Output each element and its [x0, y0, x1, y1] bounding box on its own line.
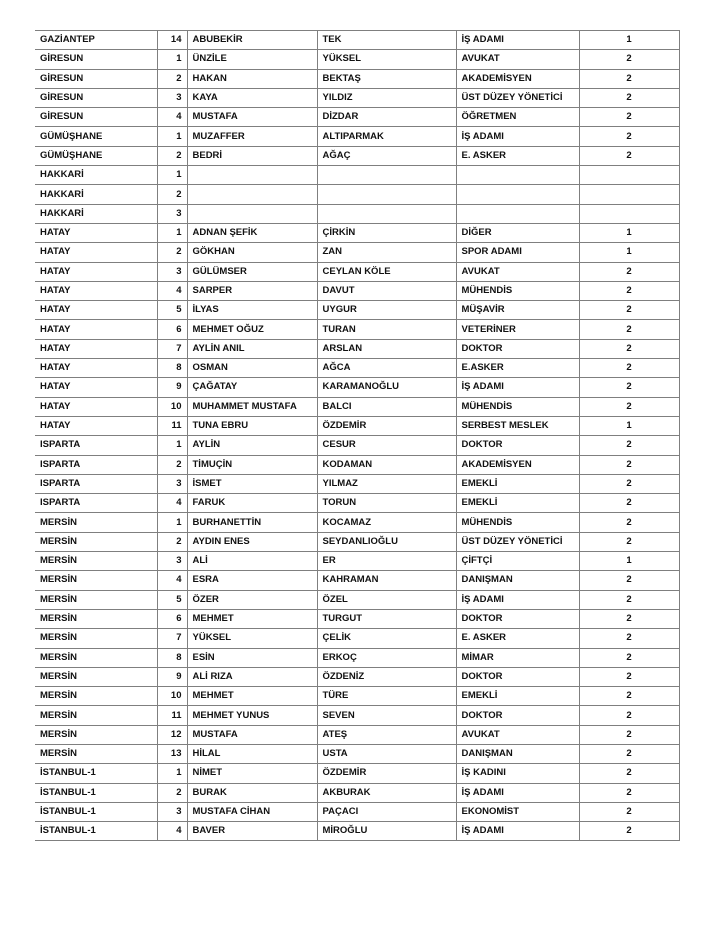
last-name-cell: ATEŞ	[317, 725, 456, 744]
province-cell: MERSİN	[35, 552, 157, 571]
profession-cell: İŞ ADAMI	[456, 127, 579, 146]
code-cell: 1	[579, 416, 679, 435]
code-cell: 1	[579, 223, 679, 242]
rank-cell: 9	[157, 667, 187, 686]
last-name-cell: KODAMAN	[317, 455, 456, 474]
profession-cell: DANIŞMAN	[456, 571, 579, 590]
first-name-cell: HAKAN	[187, 69, 317, 88]
first-name-cell: ÜNZİLE	[187, 50, 317, 69]
code-cell	[579, 185, 679, 204]
table-row	[35, 764, 679, 783]
code-cell: 2	[579, 532, 679, 551]
table-row	[35, 455, 679, 474]
table-row	[35, 590, 679, 609]
last-name-cell: DAVUT	[317, 281, 456, 300]
province-cell: MERSİN	[35, 590, 157, 609]
table-row	[35, 629, 679, 648]
code-cell: 2	[579, 146, 679, 165]
first-name-cell: MEHMET	[187, 609, 317, 628]
code-cell: 2	[579, 764, 679, 783]
last-name-cell: ÖZDEMİR	[317, 416, 456, 435]
profession-cell: İŞ ADAMI	[456, 378, 579, 397]
table-row	[35, 243, 679, 262]
rank-cell: 7	[157, 629, 187, 648]
table-row	[35, 223, 679, 242]
table-row	[35, 262, 679, 281]
province-cell: MERSİN	[35, 667, 157, 686]
first-name-cell	[187, 166, 317, 185]
code-cell: 2	[579, 127, 679, 146]
province-cell: MERSİN	[35, 571, 157, 590]
table-row	[35, 474, 679, 493]
code-cell: 1	[579, 552, 679, 571]
code-cell: 2	[579, 378, 679, 397]
last-name-cell: ÖZDENİZ	[317, 667, 456, 686]
last-name-cell: TORUN	[317, 494, 456, 513]
code-cell: 2	[579, 590, 679, 609]
last-name-cell: TÜRE	[317, 687, 456, 706]
province-cell: HAKKARİ	[35, 204, 157, 223]
candidate-table-body	[35, 31, 679, 841]
first-name-cell: GÜLÜMSER	[187, 262, 317, 281]
code-cell: 2	[579, 339, 679, 358]
rank-cell: 1	[157, 223, 187, 242]
rank-cell: 1	[157, 166, 187, 185]
rank-cell: 2	[157, 185, 187, 204]
profession-cell: DOKTOR	[456, 609, 579, 628]
rank-cell: 3	[157, 552, 187, 571]
province-cell: MERSİN	[35, 609, 157, 628]
profession-cell: DOKTOR	[456, 706, 579, 725]
code-cell: 2	[579, 50, 679, 69]
code-cell: 2	[579, 88, 679, 107]
first-name-cell: BEDRİ	[187, 146, 317, 165]
table-row	[35, 667, 679, 686]
province-cell: GİRESUN	[35, 108, 157, 127]
candidate-table	[35, 30, 680, 841]
province-cell: MERSİN	[35, 744, 157, 763]
profession-cell: ÇİFTÇİ	[456, 552, 579, 571]
last-name-cell: BEKTAŞ	[317, 69, 456, 88]
table-row	[35, 31, 679, 50]
table-row	[35, 494, 679, 513]
last-name-cell: UYGUR	[317, 301, 456, 320]
table-row	[35, 127, 679, 146]
code-cell	[579, 166, 679, 185]
table-row	[35, 69, 679, 88]
table-row	[35, 359, 679, 378]
province-cell: İSTANBUL-1	[35, 783, 157, 802]
profession-cell: MÜHENDİS	[456, 397, 579, 416]
last-name-cell	[317, 204, 456, 223]
table-row	[35, 416, 679, 435]
rank-cell: 1	[157, 764, 187, 783]
rank-cell: 2	[157, 455, 187, 474]
code-cell: 2	[579, 571, 679, 590]
table-row	[35, 436, 679, 455]
code-cell: 2	[579, 69, 679, 88]
table-row	[35, 339, 679, 358]
rank-cell: 4	[157, 571, 187, 590]
province-cell: HATAY	[35, 416, 157, 435]
rank-cell: 4	[157, 108, 187, 127]
profession-cell: VETERİNER	[456, 320, 579, 339]
last-name-cell: SEVEN	[317, 706, 456, 725]
last-name-cell: ALTIPARMAK	[317, 127, 456, 146]
rank-cell: 3	[157, 474, 187, 493]
province-cell: ISPARTA	[35, 494, 157, 513]
rank-cell: 8	[157, 359, 187, 378]
profession-cell: MÜHENDİS	[456, 281, 579, 300]
profession-cell: İŞ ADAMI	[456, 590, 579, 609]
province-cell: MERSİN	[35, 648, 157, 667]
last-name-cell	[317, 185, 456, 204]
rank-cell: 7	[157, 339, 187, 358]
rank-cell: 4	[157, 281, 187, 300]
code-cell: 2	[579, 436, 679, 455]
province-cell: GAZİANTEP	[35, 31, 157, 50]
table-row	[35, 571, 679, 590]
code-cell: 2	[579, 474, 679, 493]
table-row	[35, 802, 679, 821]
rank-cell: 5	[157, 590, 187, 609]
last-name-cell: YILMAZ	[317, 474, 456, 493]
first-name-cell: ÖZER	[187, 590, 317, 609]
profession-cell: ÜST DÜZEY YÖNETİCİ	[456, 88, 579, 107]
code-cell: 2	[579, 262, 679, 281]
first-name-cell: ESRA	[187, 571, 317, 590]
code-cell: 2	[579, 108, 679, 127]
first-name-cell: MUHAMMET MUSTAFA	[187, 397, 317, 416]
profession-cell: DOKTOR	[456, 667, 579, 686]
first-name-cell: AYDIN ENES	[187, 532, 317, 551]
last-name-cell: TEK	[317, 31, 456, 50]
rank-cell: 1	[157, 127, 187, 146]
table-row	[35, 783, 679, 802]
last-name-cell: AĞAÇ	[317, 146, 456, 165]
rank-cell: 6	[157, 320, 187, 339]
table-row	[35, 50, 679, 69]
profession-cell: SERBEST MESLEK	[456, 416, 579, 435]
first-name-cell	[187, 185, 317, 204]
rank-cell: 12	[157, 725, 187, 744]
last-name-cell: ZAN	[317, 243, 456, 262]
code-cell: 2	[579, 687, 679, 706]
last-name-cell: KOCAMAZ	[317, 513, 456, 532]
province-cell: HATAY	[35, 223, 157, 242]
code-cell: 2	[579, 822, 679, 841]
profession-cell: E.ASKER	[456, 359, 579, 378]
table-row	[35, 648, 679, 667]
last-name-cell: PAÇACI	[317, 802, 456, 821]
first-name-cell	[187, 204, 317, 223]
province-cell: ISPARTA	[35, 455, 157, 474]
profession-cell: İŞ ADAMI	[456, 31, 579, 50]
table-row	[35, 146, 679, 165]
rank-cell: 13	[157, 744, 187, 763]
profession-cell: İŞ ADAMI	[456, 783, 579, 802]
first-name-cell: ABUBEKİR	[187, 31, 317, 50]
table-row	[35, 687, 679, 706]
province-cell: ISPARTA	[35, 474, 157, 493]
first-name-cell: AYLİN	[187, 436, 317, 455]
profession-cell: DOKTOR	[456, 339, 579, 358]
profession-cell: EMEKLİ	[456, 494, 579, 513]
last-name-cell	[317, 166, 456, 185]
code-cell: 2	[579, 494, 679, 513]
first-name-cell: HİLAL	[187, 744, 317, 763]
table-row	[35, 108, 679, 127]
province-cell: HATAY	[35, 281, 157, 300]
first-name-cell: MUZAFFER	[187, 127, 317, 146]
profession-cell: E. ASKER	[456, 146, 579, 165]
code-cell: 2	[579, 744, 679, 763]
last-name-cell: ER	[317, 552, 456, 571]
first-name-cell: ALİ RIZA	[187, 667, 317, 686]
profession-cell: DANIŞMAN	[456, 744, 579, 763]
rank-cell: 10	[157, 397, 187, 416]
first-name-cell: KAYA	[187, 88, 317, 107]
table-row	[35, 378, 679, 397]
rank-cell: 2	[157, 243, 187, 262]
table-row	[35, 609, 679, 628]
first-name-cell: GÖKHAN	[187, 243, 317, 262]
last-name-cell: CESUR	[317, 436, 456, 455]
last-name-cell: TURAN	[317, 320, 456, 339]
rank-cell: 11	[157, 706, 187, 725]
first-name-cell: NİMET	[187, 764, 317, 783]
rank-cell: 8	[157, 648, 187, 667]
province-cell: HATAY	[35, 339, 157, 358]
province-cell: MERSİN	[35, 629, 157, 648]
table-row	[35, 166, 679, 185]
last-name-cell: USTA	[317, 744, 456, 763]
province-cell: MERSİN	[35, 513, 157, 532]
code-cell: 2	[579, 513, 679, 532]
rank-cell: 3	[157, 262, 187, 281]
last-name-cell: ÇELİK	[317, 629, 456, 648]
rank-cell: 9	[157, 378, 187, 397]
last-name-cell: KARAMANOĞLU	[317, 378, 456, 397]
first-name-cell: ÇAĞATAY	[187, 378, 317, 397]
first-name-cell: MEHMET	[187, 687, 317, 706]
table-row	[35, 552, 679, 571]
province-cell: MERSİN	[35, 706, 157, 725]
last-name-cell: ÖZEL	[317, 590, 456, 609]
province-cell: GİRESUN	[35, 50, 157, 69]
first-name-cell: FARUK	[187, 494, 317, 513]
profession-cell: ÖĞRETMEN	[456, 108, 579, 127]
province-cell: HAKKARİ	[35, 185, 157, 204]
profession-cell: İŞ ADAMI	[456, 822, 579, 841]
table-row	[35, 320, 679, 339]
first-name-cell: BURHANETTİN	[187, 513, 317, 532]
table-row	[35, 204, 679, 223]
profession-cell: AKADEMİSYEN	[456, 455, 579, 474]
first-name-cell: TUNA EBRU	[187, 416, 317, 435]
rank-cell: 10	[157, 687, 187, 706]
code-cell: 1	[579, 243, 679, 262]
table-row	[35, 532, 679, 551]
province-cell: HATAY	[35, 378, 157, 397]
code-cell: 2	[579, 301, 679, 320]
profession-cell: DİĞER	[456, 223, 579, 242]
province-cell: GÜMÜŞHANE	[35, 127, 157, 146]
last-name-cell: DİZDAR	[317, 108, 456, 127]
first-name-cell: ESİN	[187, 648, 317, 667]
last-name-cell: KAHRAMAN	[317, 571, 456, 590]
code-cell: 2	[579, 320, 679, 339]
first-name-cell: İSMET	[187, 474, 317, 493]
last-name-cell: SEYDANLIOĞLU	[317, 532, 456, 551]
code-cell: 2	[579, 706, 679, 725]
province-cell: ISPARTA	[35, 436, 157, 455]
first-name-cell: ALİ	[187, 552, 317, 571]
rank-cell: 3	[157, 802, 187, 821]
profession-cell: AVUKAT	[456, 725, 579, 744]
last-name-cell: ÇİRKİN	[317, 223, 456, 242]
province-cell: HATAY	[35, 262, 157, 281]
code-cell: 2	[579, 667, 679, 686]
first-name-cell: MUSTAFA	[187, 108, 317, 127]
profession-cell	[456, 204, 579, 223]
profession-cell: MÜHENDİS	[456, 513, 579, 532]
last-name-cell: YÜKSEL	[317, 50, 456, 69]
code-cell: 2	[579, 281, 679, 300]
last-name-cell: MİROĞLU	[317, 822, 456, 841]
last-name-cell: CEYLAN KÖLE	[317, 262, 456, 281]
profession-cell: MÜŞAVİR	[456, 301, 579, 320]
last-name-cell: BALCI	[317, 397, 456, 416]
first-name-cell: YÜKSEL	[187, 629, 317, 648]
first-name-cell: TİMUÇİN	[187, 455, 317, 474]
first-name-cell: BURAK	[187, 783, 317, 802]
table-row	[35, 706, 679, 725]
code-cell: 2	[579, 648, 679, 667]
rank-cell: 1	[157, 436, 187, 455]
province-cell: İSTANBUL-1	[35, 802, 157, 821]
rank-cell: 2	[157, 532, 187, 551]
rank-cell: 3	[157, 204, 187, 223]
table-row	[35, 725, 679, 744]
last-name-cell: ÖZDEMİR	[317, 764, 456, 783]
profession-cell: E. ASKER	[456, 629, 579, 648]
code-cell: 2	[579, 397, 679, 416]
rank-cell: 5	[157, 301, 187, 320]
profession-cell: EKONOMİST	[456, 802, 579, 821]
province-cell: HAKKARİ	[35, 166, 157, 185]
profession-cell: DOKTOR	[456, 436, 579, 455]
province-cell: GİRESUN	[35, 88, 157, 107]
rank-cell: 4	[157, 494, 187, 513]
code-cell	[579, 204, 679, 223]
rank-cell: 3	[157, 88, 187, 107]
last-name-cell: ERKOÇ	[317, 648, 456, 667]
first-name-cell: BAVER	[187, 822, 317, 841]
profession-cell: İŞ KADINI	[456, 764, 579, 783]
first-name-cell: İLYAS	[187, 301, 317, 320]
code-cell: 1	[579, 31, 679, 50]
profession-cell: AKADEMİSYEN	[456, 69, 579, 88]
first-name-cell: SARPER	[187, 281, 317, 300]
profession-cell: AVUKAT	[456, 50, 579, 69]
profession-cell: EMEKLİ	[456, 474, 579, 493]
code-cell: 2	[579, 629, 679, 648]
rank-cell: 2	[157, 69, 187, 88]
rank-cell: 1	[157, 50, 187, 69]
profession-cell: MİMAR	[456, 648, 579, 667]
rank-cell: 6	[157, 609, 187, 628]
last-name-cell: YILDIZ	[317, 88, 456, 107]
province-cell: İSTANBUL-1	[35, 764, 157, 783]
code-cell: 2	[579, 725, 679, 744]
province-cell: HATAY	[35, 397, 157, 416]
first-name-cell: ADNAN ŞEFİK	[187, 223, 317, 242]
rank-cell: 11	[157, 416, 187, 435]
table-row	[35, 822, 679, 841]
rank-cell: 4	[157, 822, 187, 841]
profession-cell: SPOR ADAMI	[456, 243, 579, 262]
table-row	[35, 397, 679, 416]
province-cell: MERSİN	[35, 725, 157, 744]
rank-cell: 2	[157, 146, 187, 165]
province-cell: HATAY	[35, 243, 157, 262]
last-name-cell: AĞCA	[317, 359, 456, 378]
profession-cell: ÜST DÜZEY YÖNETİCİ	[456, 532, 579, 551]
province-cell: HATAY	[35, 301, 157, 320]
province-cell: MERSİN	[35, 532, 157, 551]
last-name-cell: AKBURAK	[317, 783, 456, 802]
last-name-cell: TURGUT	[317, 609, 456, 628]
first-name-cell: OSMAN	[187, 359, 317, 378]
table-row	[35, 185, 679, 204]
province-cell: HATAY	[35, 320, 157, 339]
rank-cell: 2	[157, 783, 187, 802]
first-name-cell: MUSTAFA	[187, 725, 317, 744]
code-cell: 2	[579, 359, 679, 378]
profession-cell	[456, 185, 579, 204]
last-name-cell: ARSLAN	[317, 339, 456, 358]
province-cell: MERSİN	[35, 687, 157, 706]
province-cell: HATAY	[35, 359, 157, 378]
profession-cell	[456, 166, 579, 185]
profession-cell: EMEKLİ	[456, 687, 579, 706]
code-cell: 2	[579, 609, 679, 628]
province-cell: GÜMÜŞHANE	[35, 146, 157, 165]
code-cell: 2	[579, 455, 679, 474]
province-cell: İSTANBUL-1	[35, 822, 157, 841]
first-name-cell: AYLİN ANIL	[187, 339, 317, 358]
table-row	[35, 744, 679, 763]
table-row	[35, 281, 679, 300]
table-row	[35, 513, 679, 532]
rank-cell: 1	[157, 513, 187, 532]
code-cell: 2	[579, 802, 679, 821]
rank-cell: 14	[157, 31, 187, 50]
table-row	[35, 88, 679, 107]
province-cell: GİRESUN	[35, 69, 157, 88]
first-name-cell: MEHMET OĞUZ	[187, 320, 317, 339]
first-name-cell: MEHMET YUNUS	[187, 706, 317, 725]
first-name-cell: MUSTAFA CİHAN	[187, 802, 317, 821]
table-row	[35, 301, 679, 320]
code-cell: 2	[579, 783, 679, 802]
profession-cell: AVUKAT	[456, 262, 579, 281]
